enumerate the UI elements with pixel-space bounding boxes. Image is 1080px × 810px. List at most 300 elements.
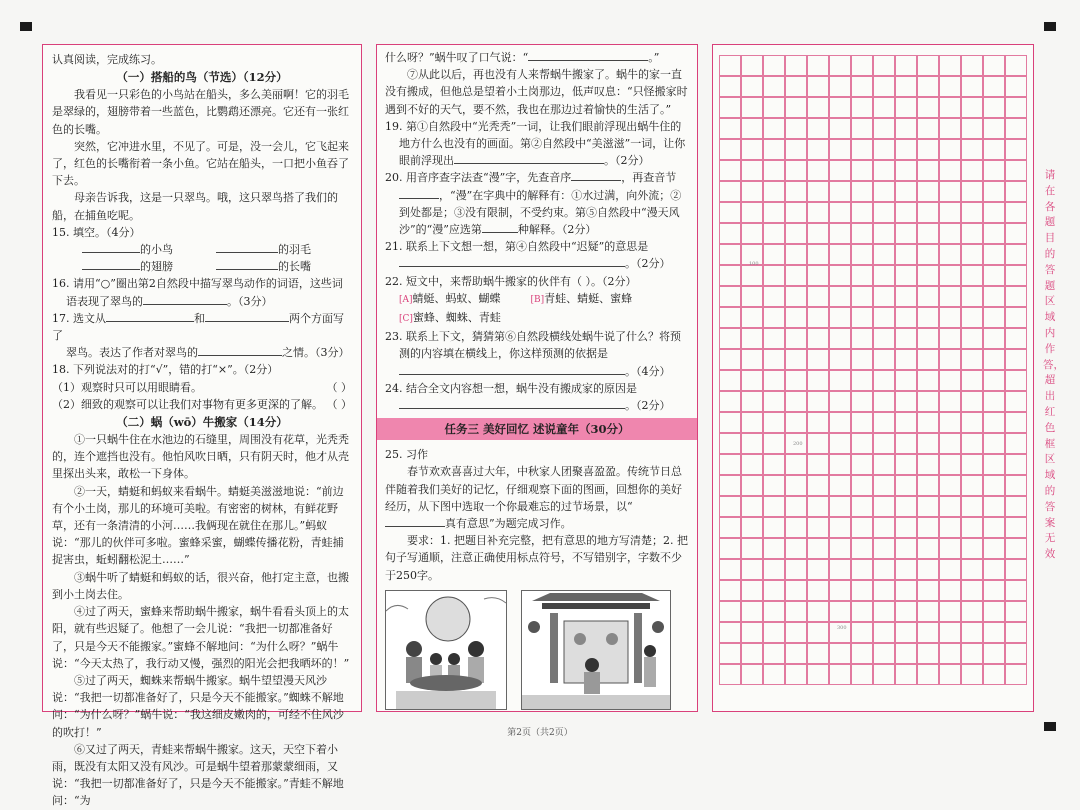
answer-blank[interactable] bbox=[143, 293, 227, 305]
grid-cell[interactable] bbox=[851, 538, 873, 559]
grid-cell[interactable] bbox=[1005, 97, 1027, 118]
grid-cell[interactable] bbox=[873, 76, 895, 97]
grid-cell[interactable] bbox=[939, 391, 961, 412]
grid-cell[interactable] bbox=[917, 643, 939, 664]
grid-cell[interactable] bbox=[917, 370, 939, 391]
grid-cell[interactable] bbox=[719, 454, 741, 475]
grid-cell[interactable] bbox=[917, 622, 939, 643]
grid-cell[interactable] bbox=[895, 202, 917, 223]
grid-cell[interactable] bbox=[719, 475, 741, 496]
grid-cell[interactable] bbox=[1005, 601, 1027, 622]
grid-cell[interactable] bbox=[961, 601, 983, 622]
grid-cell[interactable] bbox=[829, 412, 851, 433]
grid-cell[interactable] bbox=[829, 55, 851, 76]
grid-cell[interactable] bbox=[807, 118, 829, 139]
answer-blank[interactable] bbox=[571, 169, 621, 181]
grid-cell[interactable] bbox=[719, 181, 741, 202]
grid-cell[interactable] bbox=[895, 454, 917, 475]
grid-cell[interactable] bbox=[829, 307, 851, 328]
grid-cell[interactable] bbox=[741, 76, 763, 97]
grid-cell[interactable] bbox=[763, 244, 785, 265]
grid-cell[interactable] bbox=[939, 118, 961, 139]
grid-cell[interactable] bbox=[851, 580, 873, 601]
grid-cell[interactable] bbox=[719, 265, 741, 286]
grid-cell[interactable] bbox=[917, 391, 939, 412]
grid-cell[interactable] bbox=[939, 601, 961, 622]
grid-cell[interactable] bbox=[763, 391, 785, 412]
answer-blank[interactable] bbox=[205, 310, 289, 322]
grid-cell[interactable] bbox=[785, 664, 807, 685]
grid-cell[interactable] bbox=[983, 55, 1005, 76]
grid-cell[interactable] bbox=[785, 286, 807, 307]
grid-cell[interactable] bbox=[873, 454, 895, 475]
grid-cell[interactable] bbox=[873, 181, 895, 202]
grid-cell[interactable] bbox=[939, 328, 961, 349]
grid-cell[interactable] bbox=[895, 475, 917, 496]
grid-cell[interactable] bbox=[983, 328, 1005, 349]
grid-cell[interactable] bbox=[917, 328, 939, 349]
grid-cell[interactable] bbox=[917, 307, 939, 328]
grid-cell[interactable] bbox=[939, 475, 961, 496]
grid-cell[interactable] bbox=[763, 223, 785, 244]
grid-cell[interactable] bbox=[939, 76, 961, 97]
grid-cell[interactable] bbox=[785, 181, 807, 202]
grid-cell[interactable] bbox=[895, 580, 917, 601]
grid-cell[interactable] bbox=[785, 370, 807, 391]
grid-cell[interactable] bbox=[719, 601, 741, 622]
grid-cell[interactable] bbox=[763, 55, 785, 76]
grid-cell[interactable] bbox=[807, 307, 829, 328]
grid-cell[interactable] bbox=[741, 559, 763, 580]
grid-cell[interactable] bbox=[895, 643, 917, 664]
grid-cell[interactable] bbox=[785, 202, 807, 223]
grid-cell[interactable] bbox=[851, 76, 873, 97]
grid-cell[interactable] bbox=[983, 97, 1005, 118]
grid-cell[interactable] bbox=[961, 433, 983, 454]
grid-cell[interactable] bbox=[983, 244, 1005, 265]
grid-cell[interactable] bbox=[1005, 223, 1027, 244]
grid-cell[interactable] bbox=[763, 76, 785, 97]
grid-cell[interactable] bbox=[763, 265, 785, 286]
grid-cell[interactable] bbox=[895, 412, 917, 433]
grid-cell[interactable] bbox=[895, 118, 917, 139]
grid-cell[interactable] bbox=[785, 55, 807, 76]
grid-cell[interactable] bbox=[741, 664, 763, 685]
grid-cell[interactable] bbox=[829, 601, 851, 622]
grid-cell[interactable] bbox=[895, 349, 917, 370]
grid-cell[interactable] bbox=[961, 538, 983, 559]
grid-cell[interactable] bbox=[719, 433, 741, 454]
grid-cell[interactable] bbox=[719, 559, 741, 580]
grid-cell[interactable] bbox=[829, 664, 851, 685]
grid-cell[interactable] bbox=[873, 244, 895, 265]
grid-cell[interactable] bbox=[895, 265, 917, 286]
grid-cell[interactable] bbox=[983, 223, 1005, 244]
grid-cell[interactable] bbox=[961, 118, 983, 139]
grid-cell[interactable] bbox=[785, 622, 807, 643]
grid-cell[interactable] bbox=[939, 454, 961, 475]
grid-cell[interactable] bbox=[741, 538, 763, 559]
grid-cell[interactable] bbox=[807, 517, 829, 538]
grid-cell[interactable] bbox=[851, 622, 873, 643]
grid-cell[interactable] bbox=[895, 538, 917, 559]
grid-cell[interactable] bbox=[917, 412, 939, 433]
answer-blank[interactable] bbox=[82, 241, 140, 253]
grid-cell[interactable] bbox=[939, 643, 961, 664]
grid-cell[interactable] bbox=[895, 496, 917, 517]
grid-cell[interactable] bbox=[873, 328, 895, 349]
grid-cell[interactable] bbox=[851, 391, 873, 412]
grid-cell[interactable] bbox=[829, 643, 851, 664]
grid-cell[interactable] bbox=[1005, 559, 1027, 580]
grid-cell[interactable] bbox=[785, 349, 807, 370]
grid-cell[interactable] bbox=[741, 139, 763, 160]
grid-cell[interactable] bbox=[939, 622, 961, 643]
grid-cell[interactable] bbox=[829, 349, 851, 370]
grid-cell[interactable] bbox=[741, 412, 763, 433]
grid-cell[interactable] bbox=[1005, 475, 1027, 496]
grid-cell[interactable] bbox=[763, 580, 785, 601]
grid-cell[interactable] bbox=[719, 328, 741, 349]
grid-cell[interactable] bbox=[719, 97, 741, 118]
grid-cell[interactable] bbox=[895, 76, 917, 97]
grid-cell[interactable] bbox=[763, 496, 785, 517]
grid-cell[interactable] bbox=[785, 391, 807, 412]
answer-blank[interactable] bbox=[216, 241, 278, 253]
grid-cell[interactable] bbox=[1005, 118, 1027, 139]
grid-cell[interactable] bbox=[719, 517, 741, 538]
grid-cell[interactable] bbox=[851, 496, 873, 517]
grid-cell[interactable] bbox=[719, 349, 741, 370]
grid-cell[interactable] bbox=[961, 580, 983, 601]
option-b[interactable] bbox=[531, 290, 633, 309]
grid-cell[interactable] bbox=[873, 118, 895, 139]
grid-cell[interactable] bbox=[807, 286, 829, 307]
grid-cell[interactable] bbox=[851, 55, 873, 76]
grid-cell[interactable] bbox=[873, 139, 895, 160]
grid-cell[interactable] bbox=[917, 202, 939, 223]
grid-cell[interactable] bbox=[917, 118, 939, 139]
grid-cell[interactable] bbox=[763, 475, 785, 496]
grid-cell[interactable] bbox=[741, 55, 763, 76]
grid-cell[interactable] bbox=[851, 97, 873, 118]
grid-cell[interactable] bbox=[719, 55, 741, 76]
grid-cell[interactable] bbox=[851, 412, 873, 433]
grid-cell[interactable] bbox=[741, 202, 763, 223]
grid-cell[interactable] bbox=[961, 307, 983, 328]
grid-cell[interactable] bbox=[939, 307, 961, 328]
grid-cell[interactable] bbox=[961, 97, 983, 118]
grid-cell[interactable] bbox=[895, 97, 917, 118]
grid-cell[interactable] bbox=[873, 538, 895, 559]
grid-cell[interactable] bbox=[983, 181, 1005, 202]
grid-cell[interactable] bbox=[719, 538, 741, 559]
grid-cell[interactable] bbox=[1005, 454, 1027, 475]
grid-cell[interactable] bbox=[807, 475, 829, 496]
grid-cell[interactable] bbox=[785, 475, 807, 496]
grid-cell[interactable] bbox=[807, 601, 829, 622]
grid-cell[interactable] bbox=[939, 55, 961, 76]
grid-cell[interactable] bbox=[807, 622, 829, 643]
grid-cell[interactable] bbox=[807, 55, 829, 76]
grid-cell[interactable] bbox=[895, 433, 917, 454]
grid-cell[interactable] bbox=[741, 454, 763, 475]
grid-cell[interactable] bbox=[785, 97, 807, 118]
grid-cell[interactable] bbox=[763, 286, 785, 307]
grid-cell[interactable] bbox=[1005, 664, 1027, 685]
grid-cell[interactable] bbox=[961, 244, 983, 265]
grid-cell[interactable] bbox=[741, 370, 763, 391]
grid-cell[interactable] bbox=[939, 370, 961, 391]
grid-cell[interactable] bbox=[873, 433, 895, 454]
grid-cell[interactable] bbox=[807, 160, 829, 181]
grid-cell[interactable] bbox=[763, 307, 785, 328]
grid-cell[interactable] bbox=[719, 139, 741, 160]
grid-cell[interactable] bbox=[851, 517, 873, 538]
grid-cell[interactable] bbox=[983, 643, 1005, 664]
grid-cell[interactable] bbox=[763, 181, 785, 202]
grid-cell[interactable] bbox=[807, 496, 829, 517]
grid-cell[interactable] bbox=[939, 559, 961, 580]
grid-cell[interactable] bbox=[829, 559, 851, 580]
grid-cell[interactable] bbox=[895, 181, 917, 202]
grid-cell[interactable] bbox=[1005, 160, 1027, 181]
grid-cell[interactable] bbox=[961, 454, 983, 475]
grid-cell[interactable] bbox=[961, 349, 983, 370]
grid-cell[interactable] bbox=[829, 391, 851, 412]
grid-cell[interactable] bbox=[851, 475, 873, 496]
grid-cell[interactable] bbox=[851, 349, 873, 370]
composition-grid[interactable] bbox=[719, 55, 1027, 685]
grid-cell[interactable] bbox=[983, 118, 1005, 139]
grid-cell[interactable] bbox=[939, 664, 961, 685]
grid-cell[interactable] bbox=[829, 223, 851, 244]
grid-cell[interactable] bbox=[983, 601, 1005, 622]
grid-cell[interactable] bbox=[895, 622, 917, 643]
grid-cell[interactable] bbox=[895, 370, 917, 391]
grid-cell[interactable] bbox=[741, 496, 763, 517]
grid-cell[interactable] bbox=[917, 97, 939, 118]
grid-cell[interactable] bbox=[785, 496, 807, 517]
grid-cell[interactable] bbox=[741, 622, 763, 643]
grid-cell[interactable] bbox=[763, 643, 785, 664]
grid-cell[interactable] bbox=[851, 202, 873, 223]
grid-cell[interactable] bbox=[829, 244, 851, 265]
grid-cell[interactable] bbox=[917, 475, 939, 496]
grid-cell[interactable] bbox=[983, 139, 1005, 160]
answer-blank[interactable] bbox=[82, 258, 140, 270]
grid-cell[interactable] bbox=[807, 664, 829, 685]
grid-cell[interactable] bbox=[961, 160, 983, 181]
grid-cell[interactable] bbox=[785, 118, 807, 139]
grid-cell[interactable] bbox=[917, 496, 939, 517]
grid-cell[interactable] bbox=[961, 76, 983, 97]
grid-cell[interactable] bbox=[873, 160, 895, 181]
grid-cell[interactable] bbox=[851, 160, 873, 181]
grid-cell[interactable] bbox=[961, 370, 983, 391]
grid-cell[interactable] bbox=[983, 496, 1005, 517]
grid-cell[interactable] bbox=[807, 370, 829, 391]
grid-cell[interactable] bbox=[895, 559, 917, 580]
grid-cell[interactable] bbox=[829, 580, 851, 601]
grid-cell[interactable] bbox=[741, 643, 763, 664]
grid-cell[interactable] bbox=[741, 97, 763, 118]
grid-cell[interactable] bbox=[851, 643, 873, 664]
grid-cell[interactable] bbox=[807, 76, 829, 97]
grid-cell[interactable] bbox=[829, 265, 851, 286]
grid-cell[interactable] bbox=[807, 244, 829, 265]
grid-cell[interactable] bbox=[1005, 412, 1027, 433]
grid-cell[interactable] bbox=[1005, 580, 1027, 601]
grid-cell[interactable] bbox=[763, 454, 785, 475]
grid-cell[interactable] bbox=[719, 580, 741, 601]
grid-cell[interactable] bbox=[961, 412, 983, 433]
grid-cell[interactable] bbox=[1005, 76, 1027, 97]
grid-cell[interactable] bbox=[807, 454, 829, 475]
grid-cell[interactable] bbox=[1005, 433, 1027, 454]
grid-cell[interactable] bbox=[829, 475, 851, 496]
answer-blank[interactable] bbox=[106, 310, 194, 322]
grid-cell[interactable] bbox=[873, 496, 895, 517]
grid-cell[interactable] bbox=[829, 496, 851, 517]
grid-cell[interactable] bbox=[829, 139, 851, 160]
grid-cell[interactable] bbox=[829, 328, 851, 349]
grid-cell[interactable] bbox=[917, 160, 939, 181]
grid-cell[interactable] bbox=[983, 580, 1005, 601]
grid-cell[interactable] bbox=[961, 55, 983, 76]
grid-cell[interactable] bbox=[829, 202, 851, 223]
grid-cell[interactable] bbox=[741, 517, 763, 538]
grid-cell[interactable] bbox=[763, 601, 785, 622]
grid-cell[interactable] bbox=[917, 433, 939, 454]
grid-cell[interactable] bbox=[851, 223, 873, 244]
grid-cell[interactable] bbox=[1005, 496, 1027, 517]
grid-cell[interactable] bbox=[763, 370, 785, 391]
grid-cell[interactable] bbox=[983, 622, 1005, 643]
grid-cell[interactable] bbox=[807, 538, 829, 559]
grid-cell[interactable] bbox=[851, 601, 873, 622]
grid-cell[interactable] bbox=[741, 601, 763, 622]
grid-cell[interactable] bbox=[1005, 328, 1027, 349]
grid-cell[interactable] bbox=[939, 412, 961, 433]
grid-cell[interactable] bbox=[983, 391, 1005, 412]
grid-cell[interactable] bbox=[939, 580, 961, 601]
grid-cell[interactable] bbox=[807, 265, 829, 286]
grid-cell[interactable] bbox=[983, 349, 1005, 370]
grid-cell[interactable] bbox=[741, 349, 763, 370]
grid-cell[interactable] bbox=[873, 475, 895, 496]
grid-cell[interactable] bbox=[917, 664, 939, 685]
grid-cell[interactable] bbox=[983, 664, 1005, 685]
grid-cell[interactable] bbox=[741, 160, 763, 181]
grid-cell[interactable] bbox=[939, 517, 961, 538]
grid-cell[interactable] bbox=[719, 643, 741, 664]
grid-cell[interactable] bbox=[873, 622, 895, 643]
grid-cell[interactable] bbox=[719, 76, 741, 97]
grid-cell[interactable] bbox=[873, 601, 895, 622]
grid-cell[interactable] bbox=[917, 223, 939, 244]
grid-cell[interactable] bbox=[719, 118, 741, 139]
grid-cell[interactable] bbox=[895, 307, 917, 328]
grid-cell[interactable] bbox=[807, 349, 829, 370]
grid-cell[interactable] bbox=[807, 433, 829, 454]
grid-cell[interactable] bbox=[1005, 643, 1027, 664]
grid-cell[interactable] bbox=[961, 202, 983, 223]
grid-cell[interactable] bbox=[829, 160, 851, 181]
grid-cell[interactable] bbox=[829, 454, 851, 475]
answer-paren[interactable]: （ ） bbox=[326, 380, 352, 394]
grid-cell[interactable] bbox=[983, 76, 1005, 97]
grid-cell[interactable] bbox=[939, 97, 961, 118]
grid-cell[interactable] bbox=[807, 412, 829, 433]
grid-cell[interactable] bbox=[961, 181, 983, 202]
grid-cell[interactable] bbox=[741, 580, 763, 601]
grid-cell[interactable] bbox=[895, 664, 917, 685]
grid-cell[interactable] bbox=[785, 76, 807, 97]
grid-cell[interactable] bbox=[851, 664, 873, 685]
grid-cell[interactable] bbox=[763, 559, 785, 580]
grid-cell[interactable] bbox=[1005, 370, 1027, 391]
grid-cell[interactable] bbox=[1005, 181, 1027, 202]
grid-cell[interactable] bbox=[1005, 517, 1027, 538]
grid-cell[interactable] bbox=[961, 265, 983, 286]
answer-blank[interactable] bbox=[528, 49, 648, 61]
grid-cell[interactable] bbox=[851, 433, 873, 454]
grid-cell[interactable] bbox=[807, 643, 829, 664]
grid-cell[interactable] bbox=[785, 580, 807, 601]
grid-cell[interactable] bbox=[785, 643, 807, 664]
grid-cell[interactable] bbox=[785, 328, 807, 349]
grid-cell[interactable] bbox=[763, 139, 785, 160]
grid-cell[interactable] bbox=[873, 391, 895, 412]
grid-cell[interactable] bbox=[983, 160, 1005, 181]
grid-cell[interactable] bbox=[917, 265, 939, 286]
answer-blank[interactable] bbox=[399, 187, 439, 199]
grid-cell[interactable] bbox=[917, 454, 939, 475]
grid-cell[interactable] bbox=[741, 391, 763, 412]
grid-cell[interactable] bbox=[961, 496, 983, 517]
grid-cell[interactable] bbox=[785, 223, 807, 244]
grid-cell[interactable] bbox=[895, 139, 917, 160]
answer-blank[interactable] bbox=[198, 344, 282, 356]
grid-cell[interactable] bbox=[807, 139, 829, 160]
grid-cell[interactable] bbox=[785, 265, 807, 286]
answer-blank[interactable] bbox=[399, 363, 625, 375]
grid-cell[interactable] bbox=[895, 391, 917, 412]
grid-cell[interactable] bbox=[1005, 244, 1027, 265]
grid-cell[interactable] bbox=[763, 349, 785, 370]
grid-cell[interactable] bbox=[895, 55, 917, 76]
grid-cell[interactable] bbox=[939, 265, 961, 286]
answer-blank[interactable] bbox=[454, 152, 604, 164]
grid-cell[interactable] bbox=[873, 517, 895, 538]
grid-cell[interactable] bbox=[873, 286, 895, 307]
grid-cell[interactable] bbox=[829, 370, 851, 391]
grid-cell[interactable] bbox=[917, 580, 939, 601]
grid-cell[interactable] bbox=[741, 433, 763, 454]
grid-cell[interactable] bbox=[829, 181, 851, 202]
grid-cell[interactable] bbox=[983, 370, 1005, 391]
grid-cell[interactable] bbox=[851, 286, 873, 307]
grid-cell[interactable] bbox=[961, 622, 983, 643]
grid-cell[interactable] bbox=[1005, 391, 1027, 412]
grid-cell[interactable] bbox=[983, 475, 1005, 496]
grid-cell[interactable] bbox=[807, 97, 829, 118]
grid-cell[interactable] bbox=[829, 97, 851, 118]
title-blank[interactable] bbox=[385, 515, 445, 527]
grid-cell[interactable] bbox=[719, 370, 741, 391]
grid-cell[interactable] bbox=[917, 244, 939, 265]
